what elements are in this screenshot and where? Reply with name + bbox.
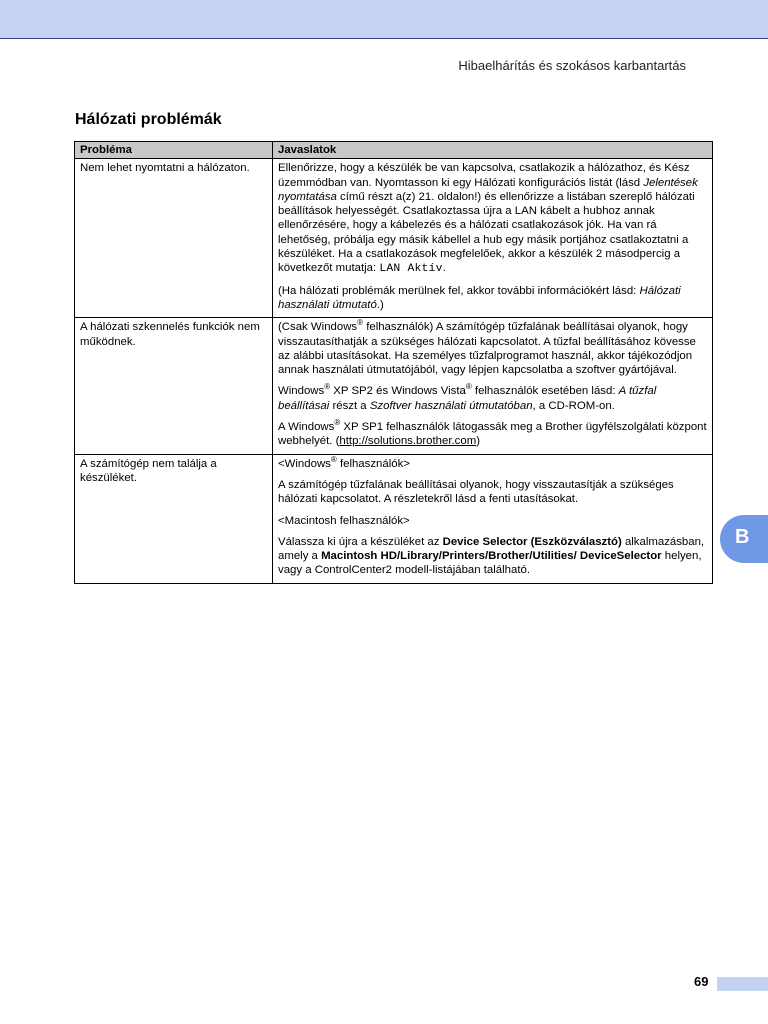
- table-row: [75, 454, 713, 583]
- page-number: 69: [694, 974, 709, 989]
- text-span: ): [476, 435, 480, 448]
- top-header-band: [0, 0, 768, 39]
- text-span: XP SP1 felhasználók látogassák meg a Brother ügyfélszolgálati központ webhelyét. (: [278, 421, 707, 448]
- running-header: Hibaelhárítás és szokásos karbantartás: [458, 58, 686, 73]
- text-span: XP SP2 és Windows Vista: [330, 385, 466, 398]
- reference-title: Hálózati használati útmutató: [278, 284, 681, 311]
- suggestion-paragraph: <Macintosh felhasználók>: [278, 514, 410, 527]
- registered-mark: ®: [465, 382, 472, 392]
- suggestion-paragraph: [278, 320, 707, 377]
- reference-title: Jelentések nyomtatása: [278, 176, 698, 203]
- text-span: (Csak Windows: [278, 321, 358, 334]
- problems-table: [74, 141, 713, 584]
- column-header-suggestions: Javaslatok: [273, 142, 713, 159]
- reference-title: Szoftver használati útmutatóban: [369, 399, 533, 412]
- suggestion-paragraph: [278, 454, 707, 471]
- footer-band: [717, 977, 768, 991]
- suggestion-paragraph: [278, 535, 707, 578]
- text-span: (Ha hálózati problémák merülnek fel, akkor további információkért lásd:: [278, 284, 640, 297]
- text-span: Válassza ki újra a készüléket az: [278, 535, 443, 548]
- reference-title: A tűzfal beállításai: [278, 385, 657, 412]
- suggestion-cell: [273, 159, 713, 318]
- suggestion-paragraph: [278, 161, 707, 276]
- text-span: A Windows: [278, 421, 335, 434]
- problem-cell: A hálózati szkennelés funkciók nem működnek.: [75, 318, 273, 454]
- suggestion-paragraph: [278, 420, 707, 449]
- text-span: helyen, vagy a ControlCenter2 modell-listájában található.: [278, 550, 702, 577]
- suggestion-paragraph: A számítógép tűzfalának beállításai olyanok, hogy visszautasítják a szükséges hálózati kapcsolatot. A részletekről lásd a fenti utasításokat.: [278, 478, 674, 506]
- problem-cell: Nem lehet nyomtatni a hálózaton.: [75, 159, 273, 318]
- suggestion-cell: [273, 318, 713, 454]
- text-span: .): [376, 298, 384, 311]
- registered-mark: ®: [330, 454, 337, 464]
- table-header-row: [75, 142, 713, 159]
- registered-mark: ®: [334, 418, 341, 428]
- app-name: Device Selector (Eszközválasztó): [442, 535, 622, 548]
- support-website-link[interactable]: http://solutions.brother.com: [339, 435, 477, 448]
- table-row: [75, 159, 713, 318]
- display-message: LAN Aktív: [379, 263, 443, 276]
- text-span: Ellenőrizze, hogy a készülék be van kapcsolva, csatlakozik a hálózathoz, és Kész üzemmódban van. Nyomtasson ki egy Hálózati konfigurációs listát (lásd: [278, 162, 690, 189]
- file-path: Macintosh HD/Library/Printers/Brother/Utilities/ DeviceSelector: [321, 550, 662, 563]
- text-span: felhasználók esetében lásd:: [471, 385, 619, 398]
- suggestion-paragraph: [278, 384, 707, 413]
- section-title: Hálózati problémák: [75, 111, 222, 128]
- table-row: [75, 318, 713, 454]
- suggestion-cell: [273, 454, 713, 583]
- text-span: felhasználók) A számítógép tűzfalának beállításai olyanok, hogy visszautasíthatják a szükséges hálózati kapcsolatot. A tűzfal beállításához kövesse az alábbi utasításokat. Ha személyes tűzfalprogramot használ, akkor tájékozódjon annak használati útmutatójából, vagy lépjen kapcsolatba a szoftver gyártójával.: [278, 321, 696, 377]
- registered-mark: ®: [357, 318, 364, 328]
- text-span: , a CD-ROM-on.: [532, 399, 615, 412]
- text-span: című részt a(z) 21. oldalon!) és ellenőrizze a listában szereplő hálózati beállítások helyességét. Csatlakoztassa újra a LAN kábelt a hubhoz annak ellenőrzésére, hogy a kábelezés és a hálózati csatlakozások jók. Ha van rá lehetőség, próbálja egy másik kábellel a hub egy másik portjához csatlakoztatni a készüléket. Ha a csatlakozások megfelelőek, akkor a készülék 2 másodpercig a következőt mutatja:: [278, 190, 695, 275]
- text-span: <Windows: [278, 457, 331, 470]
- text-span: felhasználók>: [336, 457, 410, 470]
- registered-mark: ®: [324, 382, 331, 392]
- text-span: Windows: [278, 385, 325, 398]
- text-span: alkalmazásban, amely a: [278, 535, 705, 563]
- problem-cell: A számítógép nem találja a készüléket.: [75, 454, 273, 583]
- text-span: .: [442, 262, 446, 275]
- chapter-tab-label: B: [735, 526, 750, 548]
- suggestion-paragraph: [278, 284, 707, 313]
- text-span: részt a: [329, 399, 370, 412]
- column-header-problem: Probléma: [75, 142, 273, 159]
- chapter-tab: [720, 515, 768, 563]
